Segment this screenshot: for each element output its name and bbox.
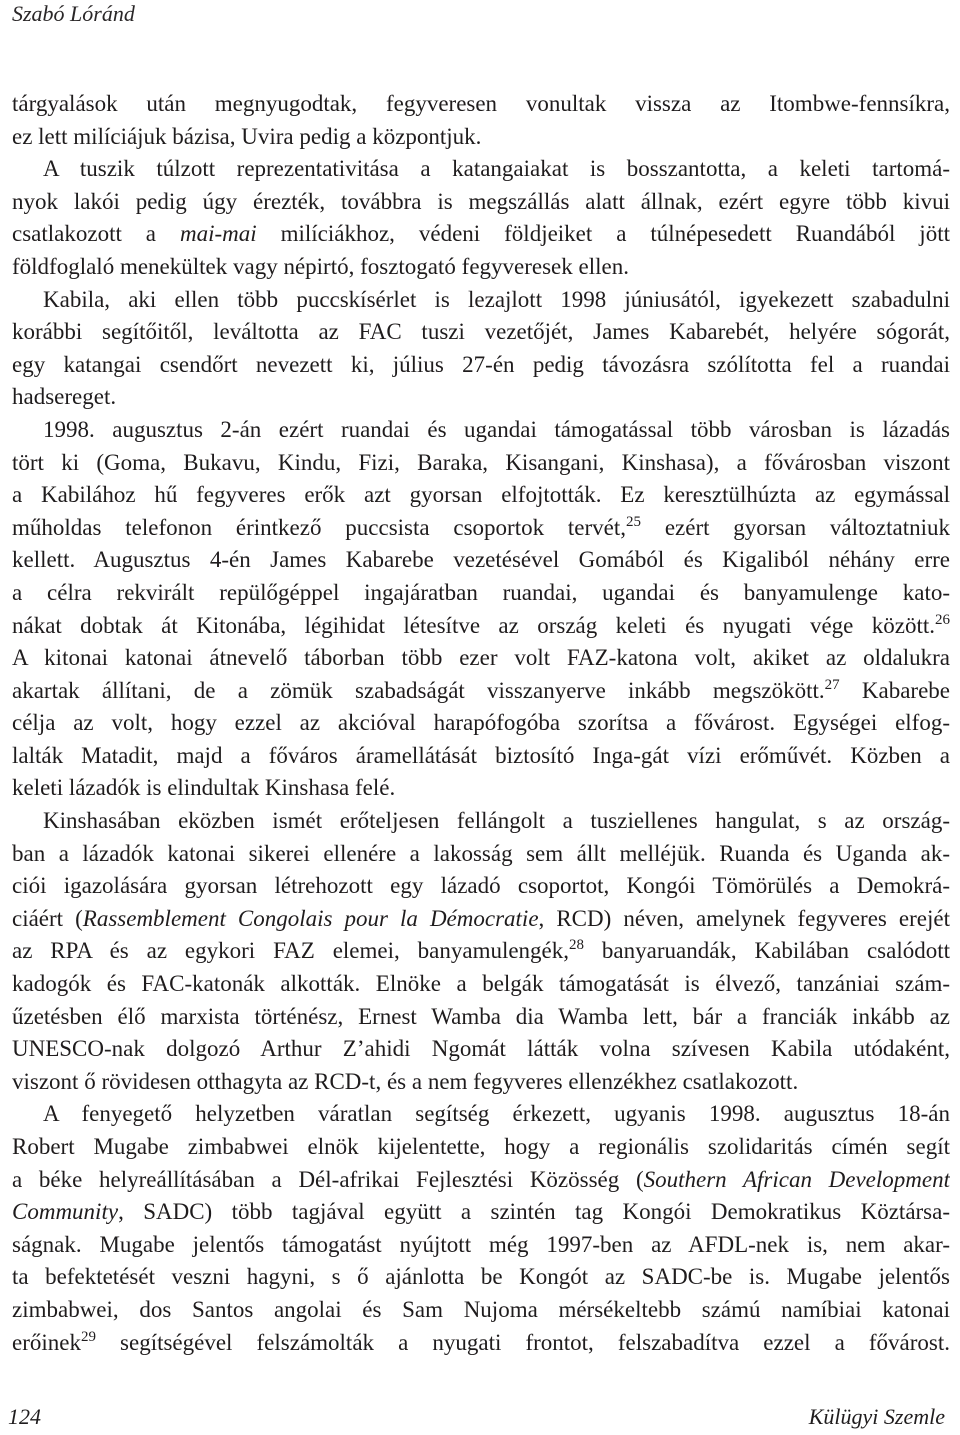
footnote-reference: 27	[824, 676, 840, 693]
text-line: ta befektetését veszni hagyni, s ő ajánlotta be Kongót az SADC-be is. Mugabe jelentős	[12, 1264, 950, 1290]
text-line: ságnak. Mugabe jelentős támogatást nyújtott még 1997-ben az AFDL-nek is, nem akar-	[12, 1231, 950, 1257]
text-line: ciói igazolására gyorsan létrehozott egy lázadó csoportot, Kongói Tömörülés a Demokrá-	[12, 873, 950, 899]
paragraph	[12, 88, 950, 153]
text-line: egy katangai csendőrt nevezett ki, július 27-én pedig távozásra szólította fel a ruandai	[12, 351, 950, 377]
text-line: nyok lakói pedig úgy érezték, továbbra is megszállás alatt állnak, ezért egyre több kivui	[12, 188, 950, 214]
text-line: Robert Mugabe zimbabwei elnök kijelentette, hogy a regionális szolidaritás címén segít	[12, 1134, 950, 1159]
text-line: A tuszik túlzott reprezentativitása a katangaiakat is bosszantotta, a keleti tartomá-	[43, 156, 950, 182]
text-line: akartak állítani, de a zömük szabadságát visszanyerve inkább megszökött.$^{27}$ Kabarebe	[12, 676, 950, 703]
paragraph	[12, 1098, 950, 1359]
text-line: tárgyalások után megnyugodtak, fegyveresen vonultak vissza az Itombwe-fennsíkra,	[12, 91, 950, 116]
text-line: űzetésben élő marxista történész, Ernest Wamba dia Wamba lett, bár a franciák inkább az	[12, 1003, 950, 1029]
text-line: a célra rekvirált repülőgéppel ingajáratban ruandai, ugandai és banyamulenge kato-	[12, 579, 950, 605]
italic-text: mai-mai	[179, 221, 257, 247]
footnote-reference: 28	[569, 937, 585, 954]
text-line: Kabila, aki ellen több puccskísérlet is lezajlott 1998 júniusától, igyekezett szabadulni	[43, 286, 950, 312]
text-line: UNESCO-nak dolgozó Arthur Z’ahidi Ngomát látták volna szívesen Kabila utódaként,	[12, 1036, 950, 1062]
text-line: Kinshasában eközben ismét erőteljesen fellángolt a tusziellenes hangulat, s az ország-	[43, 808, 950, 834]
text-line: az RPA és az egykori FAZ elemei, banyamulengék,$^{28}$ banyaruandák, Kabilában csalódott	[12, 937, 950, 964]
text-line: ez lett milíciájuk bázisa, Uvira pedig a központjuk.	[12, 123, 482, 149]
footnote-reference: 26	[935, 611, 950, 628]
footnote-reference: 29	[80, 1328, 96, 1345]
text-line: kellett. Augusztus 4-én James Kabarebe vezetésével Gomából és Kigaliból néhány erre	[12, 547, 950, 573]
italic-text: Southern African Development	[643, 1166, 950, 1192]
text-line: A fenyegető helyzetben váratlan segítség érkezett, ugyanis 1998. augusztus 18-án	[43, 1101, 950, 1127]
footnote-reference: 25	[626, 513, 642, 530]
text-line: 1998. augusztus 2-án ezért ruandai és ugandai támogatással több városban is lázadás	[43, 416, 950, 442]
text-line: viszont ő rövidesen otthagyta az RCD-t, és a nem fegyveres ellenzékhez csatlakozott.	[12, 1068, 799, 1094]
journal-title: Külügyi Szemle	[808, 1404, 945, 1429]
text-line: lalták Matadit, majd a főváros áramellátását biztosító Inga-gát vízi erőművét. Közben a	[12, 742, 950, 768]
text-line: ban a lázadók katonai sikerei ellenére a lakosság sem állt melléjük. Ruanda és Uganda ak-	[12, 840, 950, 866]
text-line: kadogók és FAC-katonák alkották. Elnöke a belgák támogatását is élvező, tanzániai szám-	[12, 971, 950, 997]
text-line: korábbi segítőitől, leváltotta az FAC tuszi vezetőjét, James Kabarebét, helyére sógorát,	[12, 319, 950, 345]
italic-text: Community	[12, 1199, 119, 1225]
text-line: nákat dobtak át Kitonába, légihidat létesítve az ország keleti és nyugati vége között.$^{26}$	[12, 611, 950, 638]
paragraph	[12, 153, 950, 283]
paragraph	[12, 284, 950, 414]
text-line: ciáért (Rassemblement Congolais pour la Démocratie, RCD) néven, amelynek fegyveres erejét	[12, 905, 950, 931]
text-line: földfoglaló menekültek vagy népirtó, fosztogató fegyveresek ellen.	[12, 253, 629, 279]
text-line: keleti lázadók is elindultak Kinshasa felé.	[12, 775, 396, 801]
text-line: erőinek$^{29}$ segítségével felszámolták a nyugati frontot, felszabadítva ezzel a fővárost.	[12, 1328, 950, 1355]
text-line: Community, SADC) több tagjával együtt a szintén tag Kongói Demokratikus Köztársa-	[12, 1199, 950, 1225]
text-line: csatlakozott a mai-mai milíciákhoz, védeni földjeiket a túlnépesedett Ruandából jött	[12, 221, 950, 247]
page-footer	[0, 1403, 960, 1431]
paragraph	[12, 805, 950, 1098]
text-line: zimbabwei, dos Santos angolai és Sam Nujoma mérsékeltebb számú namíbiai katonai	[12, 1296, 950, 1322]
italic-text: Rassemblement Congolais pour la Démocratie	[82, 905, 539, 931]
text-line: A kitonai katonai átnevelő táborban több ezer volt FAZ-katona volt, akiket az oldalukra	[12, 645, 950, 671]
text-line: célja az volt, hogy ezzel az akcióval harapófogóba szorítsa a fővárost. Egységei elfog-	[12, 710, 950, 736]
text-line: műholdas telefonon érintkező puccsista csoportok tervét,$^{25}$ ezért gyorsan változtatniuk	[12, 513, 950, 540]
body-text	[12, 88, 950, 1359]
text-line: a Kabilához hű fegyveres erők azt gyorsan elfojtották. Ez keresztülhúzta az egymással	[12, 482, 950, 508]
paragraph	[12, 414, 950, 805]
running-head-author: Szabó Lóránd	[12, 1, 135, 26]
page-number: 124	[8, 1404, 41, 1429]
text-line: tört ki (Goma, Bukavu, Kindu, Fizi, Baraka, Kisangani, Kinshasa), a fővárosban viszont	[12, 449, 950, 475]
text-line: a béke helyreállításában a Dél-afrikai Fejlesztési Közösség (Southern African Development	[12, 1166, 950, 1192]
text-line: hadsereget.	[12, 384, 117, 410]
